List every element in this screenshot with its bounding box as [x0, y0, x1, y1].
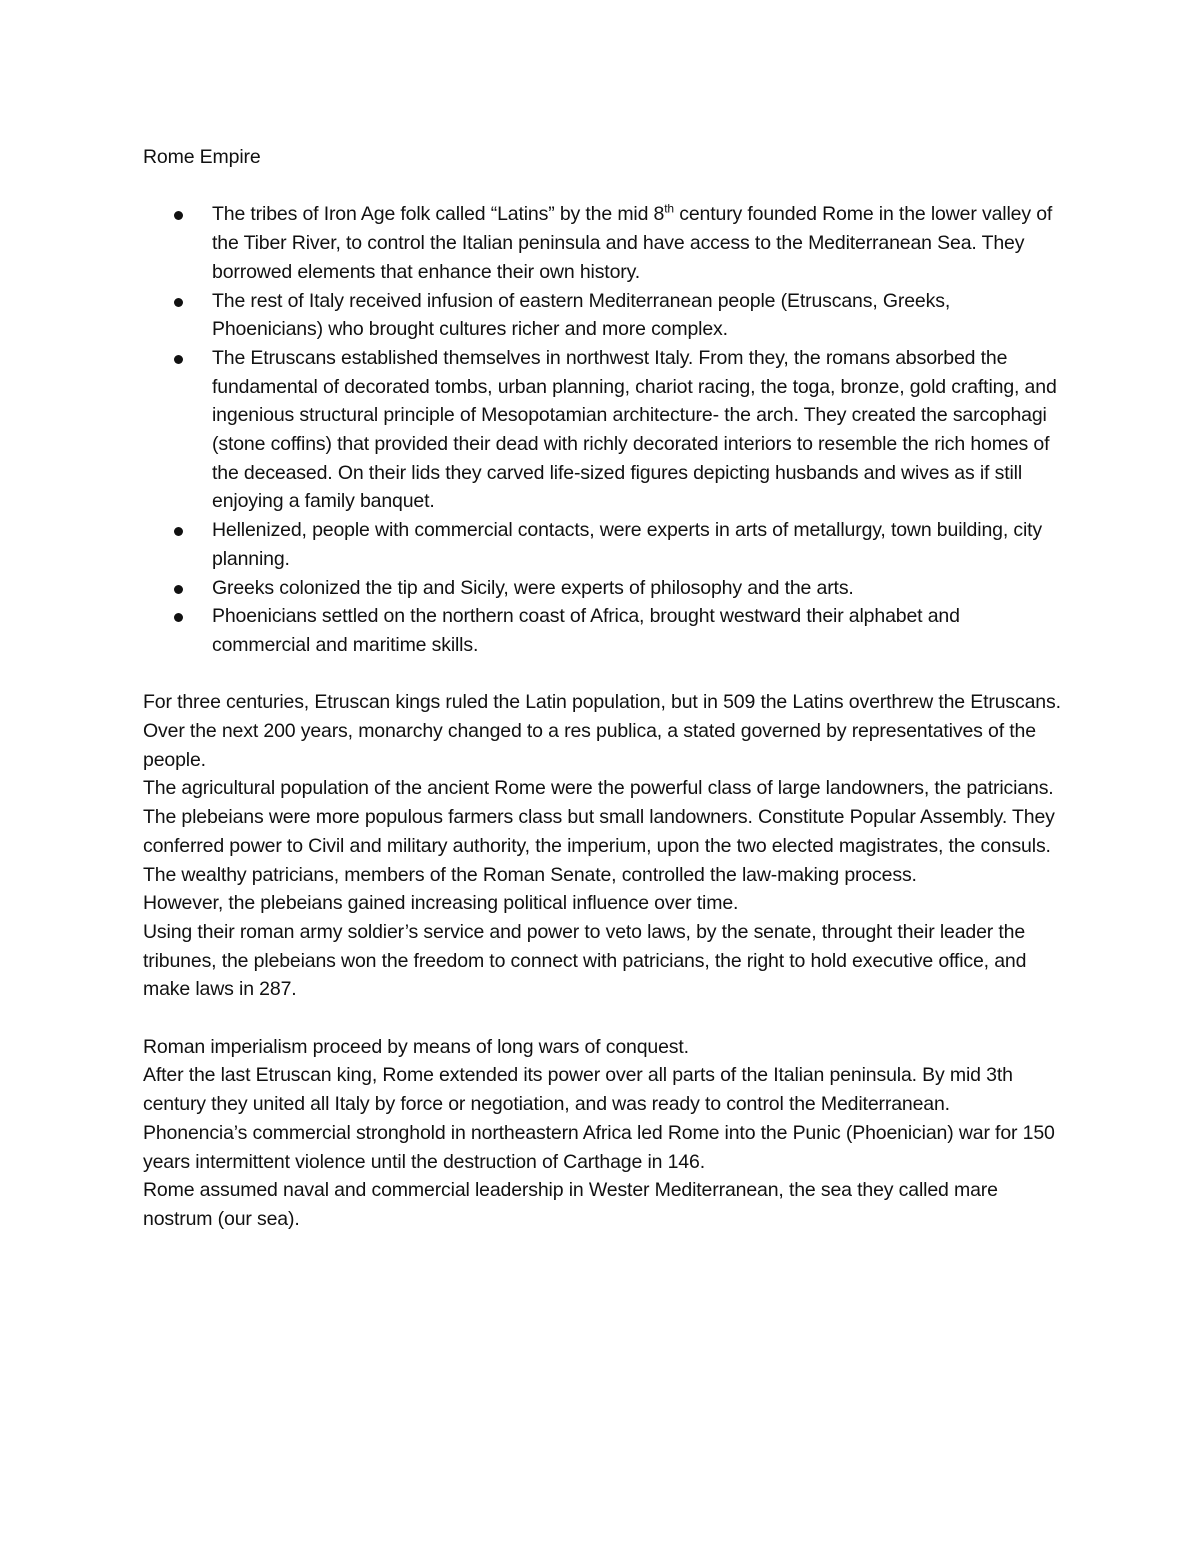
superscript: th: [664, 201, 674, 216]
bullet-item: [143, 602, 1063, 659]
bullet-item: [143, 516, 1063, 573]
paragraph: The wealthy patricians, members of the Roman Senate, controlled the law-making process.: [143, 863, 917, 886]
paragraph: Rome assumed naval and commercial leadership in Wester Mediterranean, the sea they called mare nostrum (our sea).: [143, 1179, 998, 1230]
bullet-item: [143, 344, 1063, 516]
paragraph: The plebeians were more populous farmers class but small landowners. Constitute Popular Assembly. They conferred power to Civil and military authority, the imperium, upon the two elected magistrates, the consuls.: [143, 806, 1055, 857]
paragraph-gap: [143, 660, 1063, 689]
paragraph-gap: [143, 1004, 1063, 1033]
bullet-icon: [174, 585, 183, 594]
paragraph: Using their roman army soldier’s service and power to veto laws, by the senate, throught their leader the tribunes, the plebeians won the freedom to connect with patricians, the right to hold executive office, and make laws in 287.: [143, 920, 1027, 1001]
bullet-text: Phoenicians settled on the northern coast of Africa, brought westward their alphabet and commercial and maritime skills.: [212, 605, 960, 656]
bullet-text: century founded Rome in the lower valley of the Tiber River, to control the Italian peninsula and have access to the Mediterranean Sea. They borrowed elements that enhance their own history.: [212, 203, 1053, 283]
bullet-item: [143, 287, 1063, 344]
paragraph: Over the next 200 years, monarchy changed to a res publica, a stated governed by representatives of the people.: [143, 720, 1036, 771]
paragraph: However, the plebeians gained increasing political influence over time.: [143, 892, 739, 915]
bullet-icon: [174, 355, 183, 364]
bullet-text: The tribes of Iron Age folk called “Latins” by the mid 8: [212, 203, 665, 226]
bullet-text: Hellenized, people with commercial contacts, were experts in arts of metallurgy, town building, city planning.: [212, 519, 1043, 570]
bullet-text: Greeks colonized the tip and Sicily, were experts of philosophy and the arts.: [212, 576, 854, 599]
paragraph: The agricultural population of the ancient Rome were the powerful class of large landowners, the patricians.: [143, 777, 1054, 800]
page-title: Rome Empire: [143, 146, 261, 168]
bullet-list: [143, 200, 1063, 659]
document-body: [143, 143, 1063, 1234]
paragraph: Roman imperialism proceed by means of long wars of conquest.: [143, 1035, 689, 1058]
bullet-icon: [174, 211, 183, 220]
paragraph: After the last Etruscan king, Rome extended its power over all parts of the Italian peninsula. By mid 3th century they united all Italy by force or negotiation, and was ready to control the Mediterranean.: [143, 1064, 1013, 1116]
bullet-text: The rest of Italy received infusion of eastern Mediterranean people (Etruscans, Greeks, Phoenicians) who brought cultures richer and more complex.: [212, 289, 951, 341]
paragraph: Phonencia’s commercial stronghold in northeastern Africa led Rome into the Punic (Phoenician) war for 150 years intermittent violence until the destruction of Carthage in 146.: [143, 1121, 1055, 1173]
bullet-icon: [174, 298, 183, 307]
bullet-item: [143, 200, 1063, 286]
paragraph: For three centuries, Etruscan kings ruled the Latin population, but in 509 the Latins overthrew the Etruscans.: [143, 691, 1061, 714]
bullet-text: The Etruscans established themselves in northwest Italy. From they, the romans absorbed the fundamental of decorated tombs, urban planning, chariot racing, the toga, bronze, gold crafting, and ingenious structural principle of Mesopotamian architecture- the arch. They created the sarcophagi (stone coffins) that provided their dead with richly decorated interiors to resemble the rich homes of the deceased. On their lids they carved life-sized figures depicting husbands and wives as if still enjoying a family banquet.: [212, 346, 1057, 513]
bullet-icon: [174, 613, 183, 622]
bullet-item: [143, 574, 1063, 603]
bullet-icon: [174, 527, 183, 536]
